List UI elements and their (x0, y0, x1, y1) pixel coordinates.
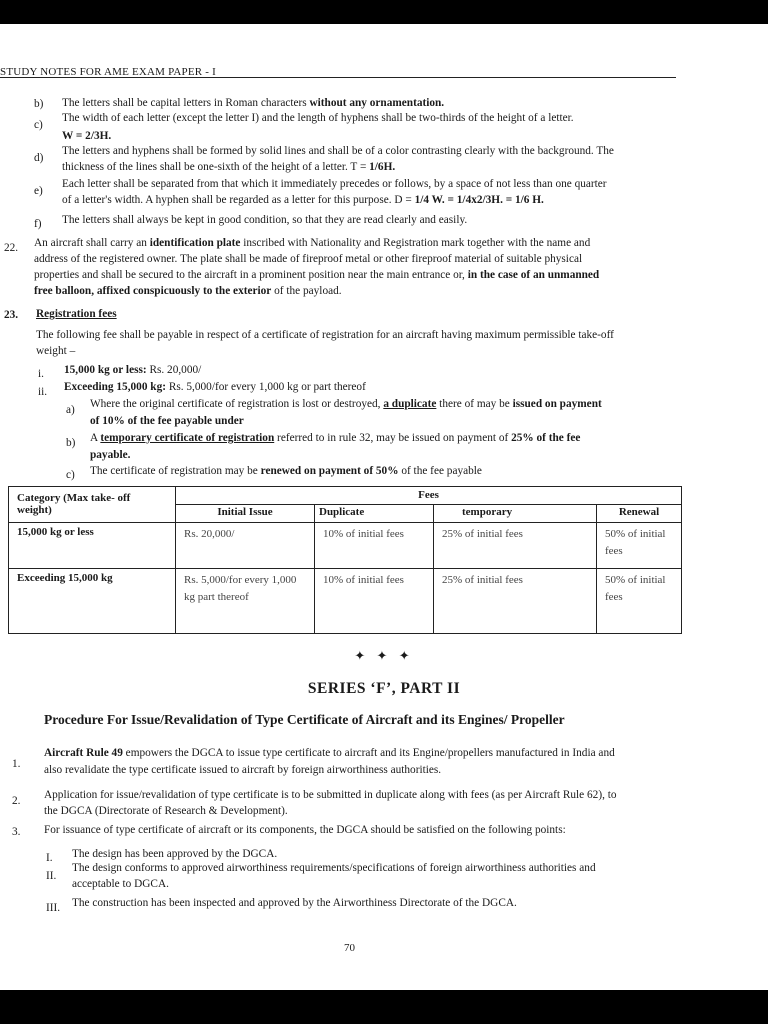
list-item-d-line2: thickness of the lines shall be one-sixth of the height of a letter. T = 1/6H. (62, 161, 396, 173)
section-divider: ✦ ✦ ✦ (354, 648, 414, 663)
fee-marker-i: i. (38, 368, 44, 380)
series-title: SERIES ‘F’, PART II (307, 680, 461, 697)
series-item-1-line2: also revalidate the type certificate issued to aircraft by foreign airworthiness authorities. (44, 764, 442, 776)
item-22-line1: An aircraft shall carry an identification plate inscribed with Nationality and Registration mark together with the name and (34, 237, 591, 249)
fee-marker-ii: ii. (38, 386, 48, 398)
cell-temporary: 25% of initial fees (434, 568, 597, 633)
item-23-number: 23. (4, 309, 19, 321)
point-2-line1: The design conforms to approved airworthiness requirements/specifications of foreign airworthiness authorities and (72, 862, 596, 874)
cell-initial-issue: Rs. 5,000/for every 1,000 kg part thereof (176, 568, 315, 633)
series-item-1-line1: Aircraft Rule 49 empowers the DGCA to issue type certificate to aircraft and its Engine/propellers manufactured in India and (44, 747, 615, 759)
page-number: 70 (344, 942, 355, 954)
fee-marker-b: b) (66, 437, 76, 449)
scan-border-top (0, 0, 768, 24)
header-rule (0, 77, 676, 78)
column-header-temporary: temporary (434, 504, 597, 522)
fee-item-a-line2: of 10% of the fee payable under (90, 415, 244, 427)
list-item-e-line1: Each letter shall be separated from that which it immediately precedes or follows, by a space of not less than one quarter (62, 178, 607, 190)
list-marker-e: e) (34, 185, 43, 197)
series-item-2-number: 2. (12, 795, 21, 807)
column-header-initial-issue: Initial Issue (176, 504, 315, 522)
fee-marker-c: c) (66, 469, 75, 481)
table-row (9, 522, 682, 568)
fee-item-b-line1: A temporary certificate of registration referred to in rule 32, may be issued on payment of 25% of the fee (90, 432, 581, 444)
series-item-3-line1: For issuance of type certificate of aircraft or its components, the DGCA should be satisfied on the following points: (44, 824, 566, 836)
table-row (9, 568, 682, 633)
fee-item-b-line2: payable. (90, 449, 131, 461)
item-23-intro-line1: The following fee shall be payable in respect of a certificate of registration for an aircraft having maximum permissible take-off (36, 329, 614, 341)
list-item-d-line1: The letters and hyphens shall be formed by solid lines and shall be of a color contrasting clearly with the background. The (62, 145, 614, 157)
cell-initial-issue: Rs. 20,000/ (176, 522, 315, 568)
cell-renewal: 50% of initial fees (597, 522, 682, 568)
point-marker-1: I. (46, 852, 53, 864)
point-marker-3: III. (46, 902, 61, 914)
list-marker-b: b) (34, 98, 44, 110)
category-header: Category (Max take- off weight) (9, 487, 176, 523)
list-marker-d: d) (34, 152, 44, 164)
series-item-2-line1: Application for issue/revalidation of type certificate is to be submitted in duplicate along with fees (as per Aircraft Rule 62), to (44, 789, 617, 801)
series-item-3-number: 3. (12, 826, 21, 838)
column-header-renewal: Renewal (597, 504, 682, 522)
cell-temporary: 25% of initial fees (434, 522, 597, 568)
point-2-line2: acceptable to DGCA. (72, 878, 169, 890)
fee-item-c: The certificate of registration may be renewed on payment of 50% of the fee payable (90, 465, 482, 477)
series-item-1-number: 1. (12, 758, 21, 770)
row-category: 15,000 kg or less (9, 522, 176, 568)
fee-item-ii: Exceeding 15,000 kg: Rs. 5,000/for every 1,000 kg or part thereof (64, 381, 366, 393)
point-marker-2: II. (46, 870, 57, 882)
fee-item-a-line1: Where the original certificate of registration is lost or destroyed, a duplicate there of may be issued on payment (90, 398, 602, 410)
row-category: Exceeding 15,000 kg (9, 568, 176, 633)
fees-table (8, 486, 682, 634)
series-item-2-line2: the DGCA (Directorate of Research & Development). (44, 805, 288, 817)
point-3: The construction has been inspected and approved by the Airworthiness Directorate of the DGCA. (72, 897, 517, 909)
list-item-c-line1: The width of each letter (except the letter I) and the length of hyphens shall be two-thirds of the height of a letter. (62, 112, 574, 124)
list-marker-c: c) (34, 119, 43, 131)
procedure-title: Procedure For Issue/Revalidation of Type Certificate of Aircraft and its Engines/ Propeller (44, 712, 565, 727)
item-22-line3: properties and shall be secured to the aircraft in a prominent position near the main entrance or, in the case of an unmanned (34, 269, 600, 281)
point-1: The design has been approved by the DGCA. (72, 848, 278, 860)
scan-border-bottom (0, 990, 768, 1024)
cell-duplicate: 10% of initial fees (315, 522, 434, 568)
list-item-e-line2: of a letter's width. A hyphen shall be regarded as a letter for this purpose. D = 1/4 W. = 1/4x2/3H. = 1/6 H. (62, 194, 544, 206)
item-23-intro-line2: weight – (36, 345, 76, 357)
fee-item-i: 15,000 kg or less: Rs. 20,000/ (64, 364, 202, 376)
running-header: STUDY NOTES FOR AME EXAM PAPER - I (0, 66, 216, 78)
cell-duplicate: 10% of initial fees (315, 568, 434, 633)
column-header-duplicate: Duplicate (315, 504, 434, 522)
cell-renewal: 50% of initial fees (597, 568, 682, 633)
list-item-c-line2: W = 2/3H. (62, 130, 112, 142)
item-22-line2: address of the registered owner. The plate shall be made of fireproof metal or other fireproof material of suitable physical (34, 253, 583, 265)
registration-fees-heading: Registration fees (36, 308, 117, 320)
list-marker-f: f) (34, 218, 42, 230)
item-22-line4: free balloon, affixed conspicuously to the exterior of the payload. (34, 285, 342, 297)
item-22-number: 22. (4, 242, 19, 254)
list-item-b: The letters shall be capital letters in Roman characters without any ornamentation. (62, 97, 445, 109)
fee-marker-a: a) (66, 404, 75, 416)
fees-header: Fees (176, 487, 682, 505)
list-item-f: The letters shall always be kept in good condition, so that they are read clearly and easily. (62, 214, 468, 226)
